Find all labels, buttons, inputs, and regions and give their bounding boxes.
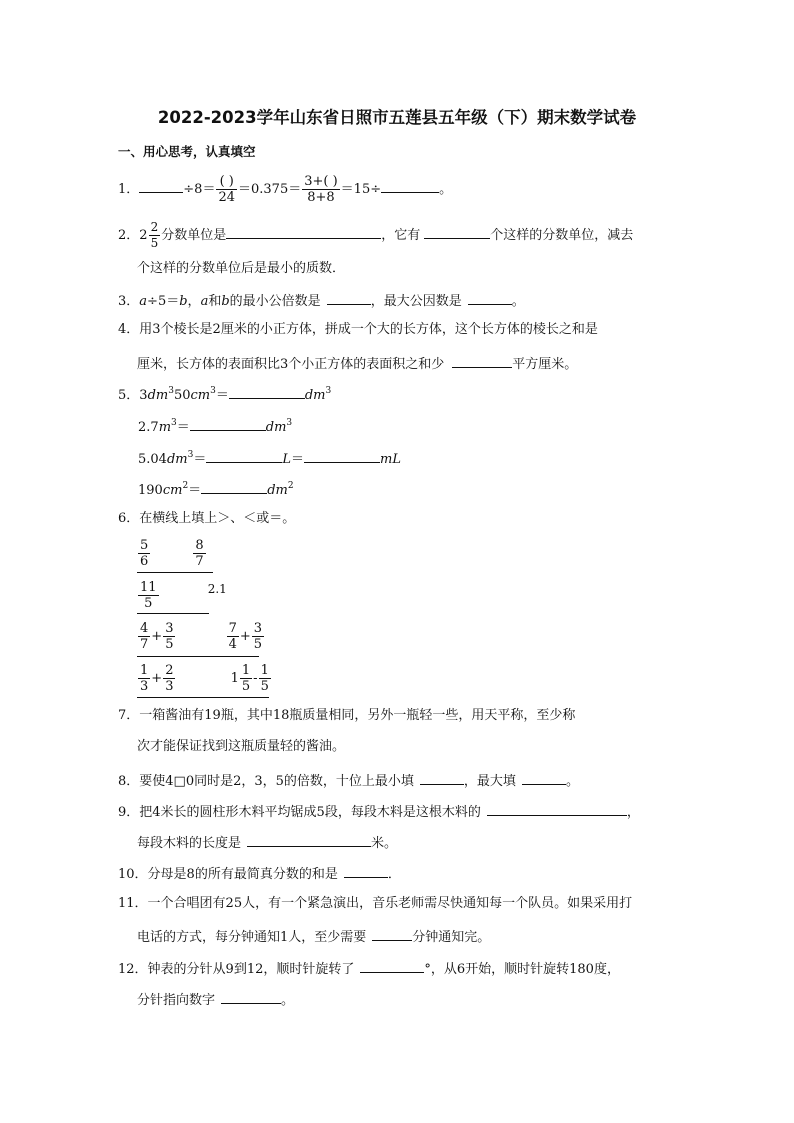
- question-3: 3．a÷5＝b，a和b的最小公倍数是 ，最大公因数是 。: [118, 294, 525, 309]
- answer-blank[interactable]: [226, 226, 381, 239]
- answer-line[interactable]: [137, 613, 209, 614]
- fraction: $\frac{1}{3}$: [140, 663, 149, 694]
- fraction: $\frac{( )}{24}$: [218, 174, 235, 205]
- question-2: 2．2 $\frac{2}{5}$ 分数单位是 ，它有 个这样的分数单位，减去: [118, 220, 634, 250]
- question-7-cont: 次才能保证找到这瓶质量轻的酱油。: [137, 739, 346, 754]
- answer-blank[interactable]: [487, 803, 627, 816]
- answer-blank[interactable]: [420, 772, 464, 785]
- fraction: $\frac{3}{5}$: [253, 621, 263, 652]
- answer-blank[interactable]: [381, 180, 439, 193]
- answer-blank[interactable]: [522, 772, 566, 785]
- answer-blank[interactable]: [468, 292, 512, 305]
- answer-blank[interactable]: [221, 991, 281, 1004]
- fraction: $\frac{5}{6}$: [140, 538, 149, 569]
- question-7: 7．一箱酱油有19瓶，其中18瓶质量相同，另外一瓶轻一些，用天平称，至少称: [118, 708, 576, 723]
- fraction: $\frac{8}{7}$: [195, 538, 204, 569]
- answer-blank[interactable]: [247, 834, 371, 847]
- fraction: $\frac{11}{5}$: [140, 580, 157, 611]
- answer-blank[interactable]: [327, 292, 371, 305]
- question-5-row-4: $190cm^2= dm^2$: [138, 481, 294, 498]
- fraction: $\frac{7}{4}$: [228, 621, 237, 652]
- compare-row-4: $\frac{1}{3}$ + $\frac{2}{3}$ 1 $\frac{1}{5}$ - $\frac{1}{5}$: [140, 663, 269, 694]
- answer-blank[interactable]: [372, 928, 412, 941]
- compare-row-2: $\frac{11}{5}$ 2.1: [140, 580, 227, 611]
- fraction: $\frac{4}{7}$: [140, 621, 149, 652]
- question-8: 8．要使4□0同时是2，3，5的倍数，十位上最小填 ，最大填 。: [118, 774, 579, 789]
- fraction: $\frac{3+( )}{8+8}$: [304, 174, 338, 205]
- answer-blank[interactable]: [304, 450, 380, 463]
- question-10: 10．分母是8的所有最简真分数的和是 ．: [118, 867, 401, 882]
- answer-line[interactable]: [137, 572, 213, 573]
- answer-blank[interactable]: [206, 450, 282, 463]
- question-9-cont: 每段木料的长度是 米。: [137, 836, 398, 851]
- answer-line[interactable]: [137, 656, 259, 657]
- question-1: 1． ÷8＝ $\frac{( )}{24}$ ＝0.375＝ $\frac{3+( )}{8+8}$ ＝15÷ 。: [118, 174, 453, 205]
- answer-blank[interactable]: [190, 418, 266, 431]
- question-5-row-3: $5.04dm^3= L=$ mL: [138, 450, 401, 467]
- fraction: $\frac{3}{5}$: [165, 621, 174, 652]
- compare-row-3: $\frac{4}{7}$ + $\frac{3}{5}$ $\frac{7}{4}$ + $\frac{3}{5}$: [140, 621, 263, 652]
- question-11: 11．一个合唱团有25人，有一个紧急演出，音乐老师需尽快通知每一个队员。如果采用打: [118, 896, 633, 911]
- question-5-row-1: 5．$3dm^350cm^3= dm^3$: [118, 386, 332, 403]
- fraction: $\frac{1}{5}$: [241, 663, 251, 694]
- question-6: 6．在横线上填上＞、＜或＝。: [118, 511, 296, 526]
- answer-line[interactable]: [137, 697, 269, 698]
- answer-blank[interactable]: [139, 180, 183, 193]
- question-4: 4．用3个棱长是2厘米的小正方体，拼成一个大的长方体，这个长方体的棱长之和是: [118, 322, 598, 337]
- fraction: $\frac{2}{3}$: [165, 663, 174, 694]
- compare-row-1: [137, 538, 207, 569]
- fraction: $\frac{2}{5}$: [150, 220, 159, 250]
- answer-blank[interactable]: [360, 960, 424, 973]
- question-2-cont: 个这样的分数单位后是最小的质数．: [137, 261, 346, 276]
- answer-blank[interactable]: [201, 481, 267, 494]
- answer-blank[interactable]: [229, 386, 305, 399]
- answer-blank[interactable]: [424, 226, 490, 239]
- section-heading: 一、用心思考，认真填空: [118, 144, 256, 159]
- answer-blank[interactable]: [452, 355, 512, 368]
- question-12: 12．钟表的分针从9到12，顺时针旋转了 °，从6开始，顺时针旋转180度，: [118, 962, 620, 977]
- question-12-cont: 分针指向数字 。: [137, 993, 295, 1008]
- answer-blank[interactable]: [344, 865, 388, 878]
- question-5-row-2: $2.7m^3= dm^3$: [138, 418, 293, 435]
- question-4-cont: 厘米，长方体的表面积比3个小正方体的表面积之和少 平方厘米。: [137, 357, 578, 372]
- question-11-cont: 电话的方式，每分钟通知1人，至少需要 分钟通知完。: [137, 930, 491, 945]
- fraction: $\frac{1}{5}$: [260, 663, 269, 694]
- question-9: 9．把4米长的圆柱形木料平均锯成5段，每段木料是这根木料的 ，: [118, 805, 640, 820]
- page-title: 2022-2023学年山东省日照市五莲县五年级（下）期末数学试卷: [157, 108, 637, 127]
